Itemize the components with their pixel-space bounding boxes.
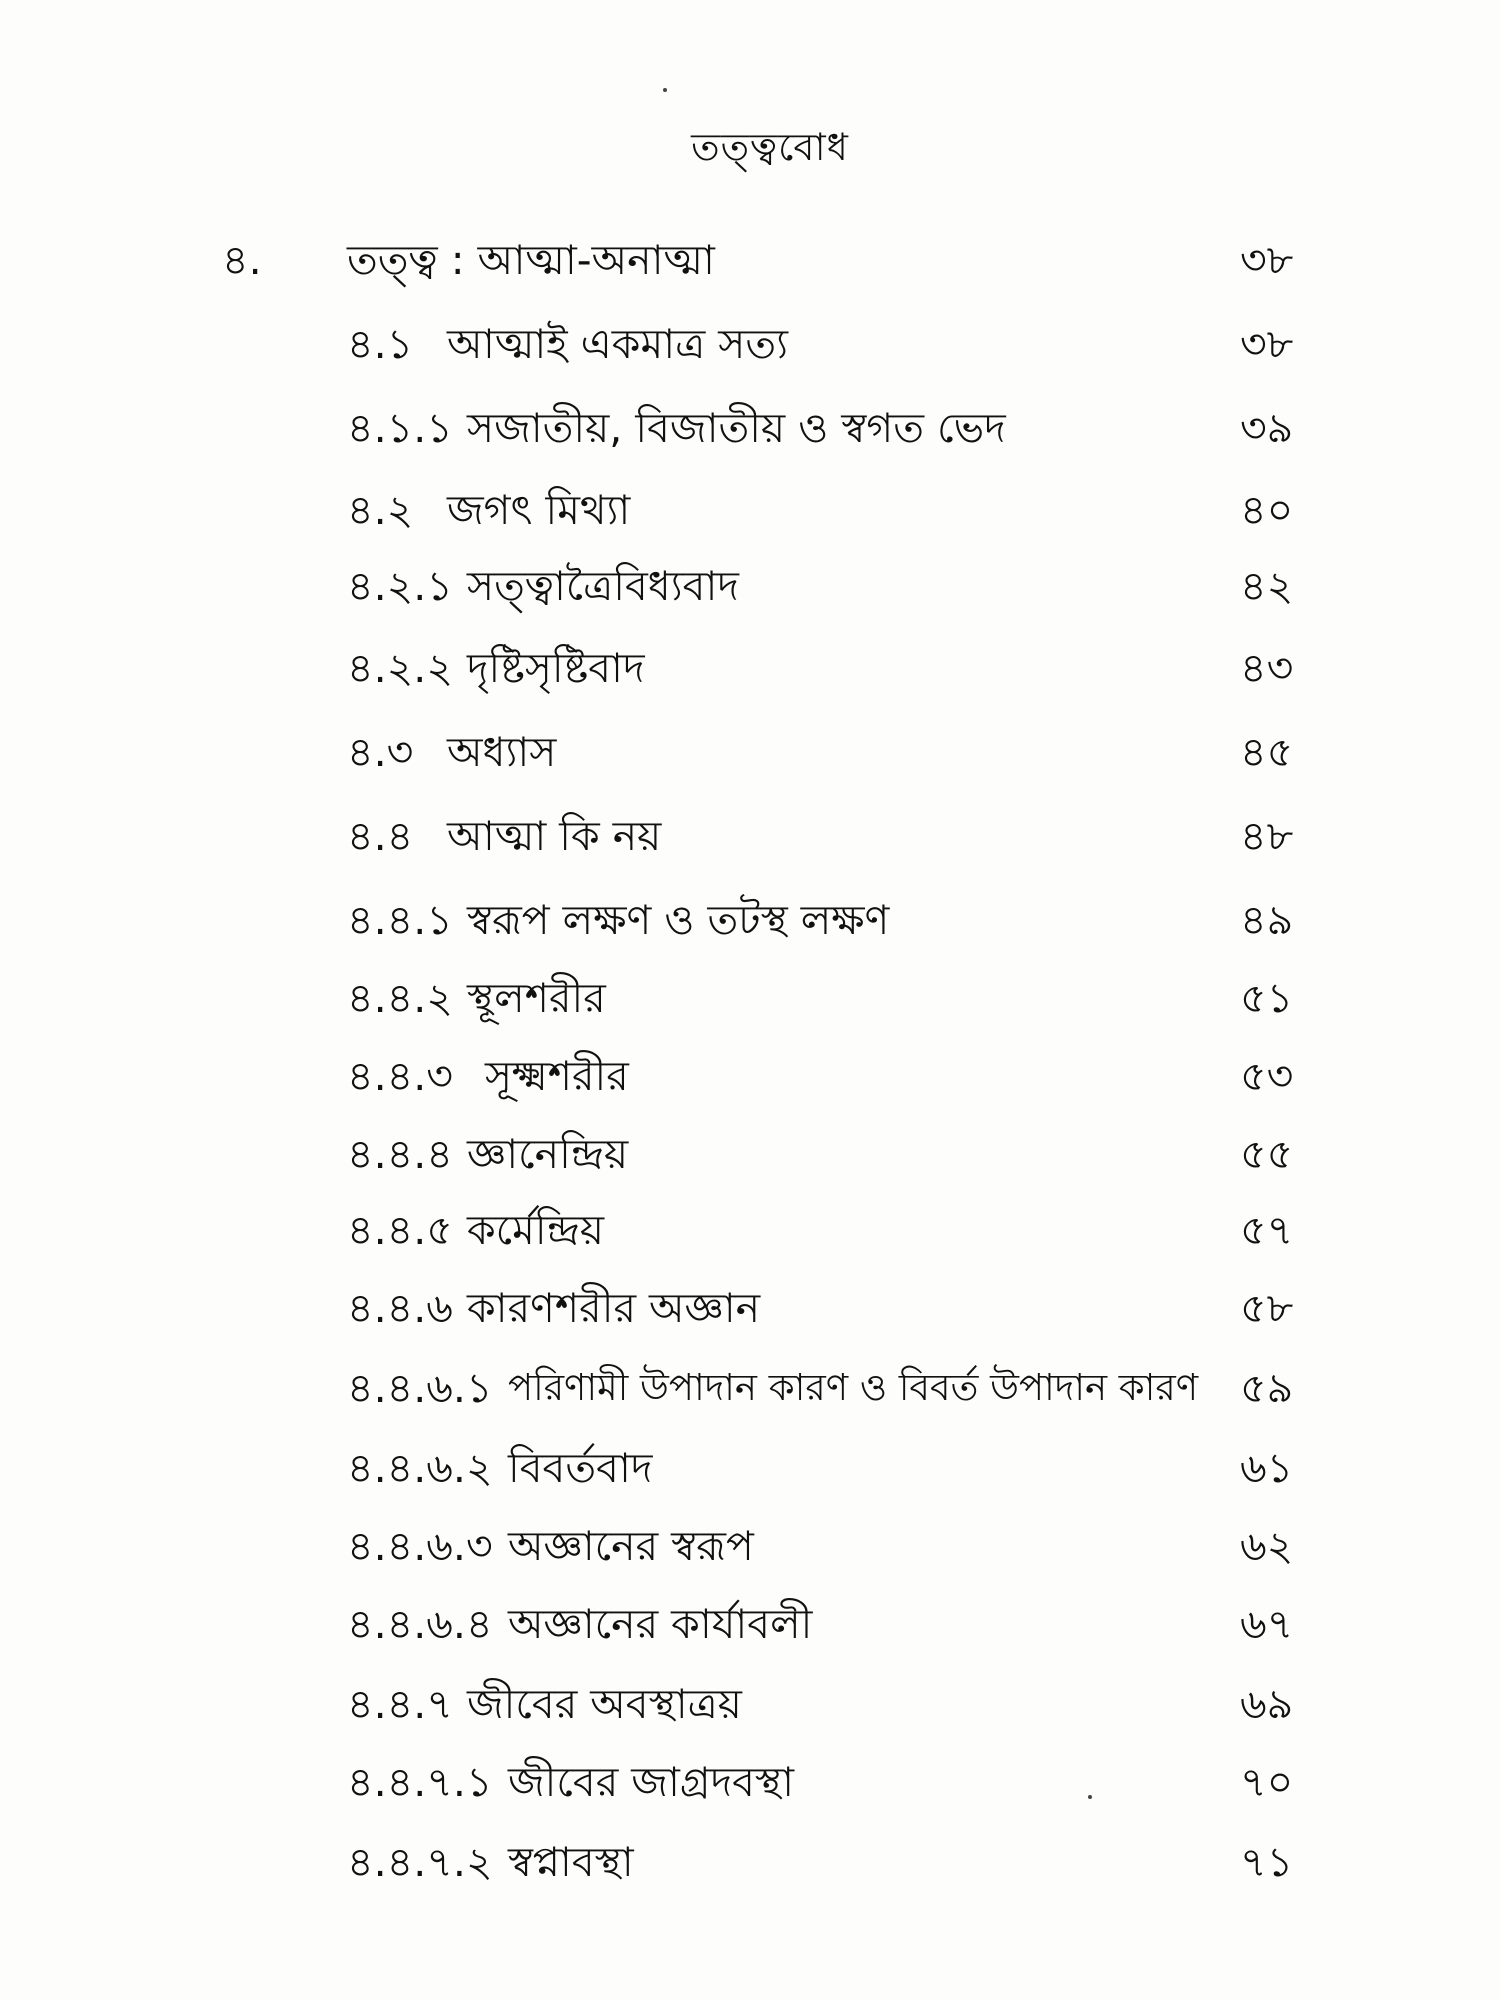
entry-title: সূক্ষ্মশরীর — [485, 1052, 629, 1100]
chapter-title: তত্ত্ব : আত্মা-অনাত্মা — [347, 236, 715, 284]
entry-number: ৪.৪ — [347, 812, 414, 860]
entry-number: ৪.২.২ — [347, 644, 453, 692]
entry-title: জীবের অবস্থাত্রয় — [467, 1680, 742, 1728]
running-header — [0, 118, 1500, 182]
entry-number: ৪.৪.৬ — [347, 1284, 453, 1332]
toc-row — [0, 1589, 1500, 1659]
entry-page: ৪৫ — [1240, 728, 1294, 776]
entry-title: স্থূলশরীর — [467, 974, 606, 1022]
entry-page: ৭০ — [1240, 1758, 1294, 1806]
toc-row — [0, 475, 1500, 545]
entry-title: সত্ত্বাত্রৈবিধ্যবাদ — [467, 562, 739, 610]
entry-title: বিবর্তবাদ — [508, 1444, 653, 1492]
entry-title: স্বরূপ লক্ষণ ও তটস্থ লক্ষণ — [467, 896, 890, 944]
toc-row — [0, 1195, 1500, 1265]
entry-title: জীবের জাগ্রদবস্থা — [508, 1758, 794, 1806]
entry-number: ৪.৪.১ — [347, 896, 453, 944]
entry-number: ৪.৪.৫ — [347, 1206, 453, 1254]
entry-title: অধ্যাস — [447, 728, 557, 776]
toc-row — [0, 801, 1500, 871]
toc-row — [0, 1119, 1500, 1189]
chapter-number: ৪. — [222, 236, 262, 284]
toc-row — [0, 1747, 1500, 1817]
entry-title: সজাতীয়, বিজাতীয় ও স্বগত ভেদ — [467, 404, 1006, 452]
entry-number: ৪.৪.৬.৪ — [347, 1600, 493, 1648]
entry-title: অজ্ঞানের কার্যাবলী — [508, 1600, 813, 1648]
entry-number: ৪.৪.৭.১ — [347, 1758, 493, 1806]
entry-page: ৪০ — [1240, 486, 1294, 534]
entry-title: দৃষ্টিসৃষ্টিবাদ — [467, 644, 645, 692]
entry-title: জগৎ মিথ্যা — [447, 486, 631, 534]
toc-row — [0, 309, 1500, 379]
entry-number: ৪.৪.২ — [347, 974, 453, 1022]
entry-number: ৪.১.১ — [347, 404, 453, 452]
entry-page: ৪৯ — [1240, 896, 1294, 944]
toc-row — [0, 1669, 1500, 1739]
toc-row — [0, 1273, 1500, 1343]
entry-title: অজ্ঞানের স্বরূপ — [508, 1522, 754, 1570]
toc-chapter-row — [0, 225, 1500, 295]
entry-number: ৪.৪.৭ — [347, 1680, 453, 1728]
toc-row — [0, 717, 1500, 787]
entry-title: আত্মাই একমাত্র সত্য — [447, 320, 789, 368]
entry-page: ৩৯ — [1240, 404, 1294, 452]
entry-page: ৭১ — [1240, 1838, 1294, 1886]
entry-number: ৪.১ — [347, 320, 414, 368]
entry-page: ৬৯ — [1240, 1680, 1294, 1728]
book-title: তত্ত্ববোধ — [691, 125, 849, 169]
toc-row — [0, 1511, 1500, 1581]
entry-number: ৪.৪.৪ — [347, 1130, 453, 1178]
toc-row — [0, 1827, 1500, 1897]
entry-page: ৫৭ — [1240, 1206, 1294, 1254]
toc-row — [0, 885, 1500, 955]
entry-number: ৪.৪.৭.২ — [347, 1838, 493, 1886]
entry-page: ৬২ — [1240, 1522, 1294, 1570]
entry-page: ৫১ — [1240, 974, 1294, 1022]
entry-number: ৪.২ — [347, 486, 414, 534]
entry-page: ৪২ — [1240, 562, 1294, 610]
entry-title: জ্ঞানেন্দ্রিয় — [467, 1130, 629, 1178]
entry-number: ৪.৪.৬.১ — [347, 1364, 493, 1412]
entry-page: ৫৩ — [1240, 1052, 1294, 1100]
print-speck — [663, 88, 667, 92]
chapter-page: ৩৮ — [1240, 236, 1294, 284]
entry-title: কারণশরীর অজ্ঞান — [467, 1284, 761, 1332]
entry-title: কর্মেন্দ্রিয় — [467, 1206, 604, 1254]
toc-row — [0, 963, 1500, 1033]
toc-row — [0, 1353, 1500, 1423]
toc-row — [0, 633, 1500, 703]
toc-row — [0, 551, 1500, 621]
entry-number: ৪.৪.৬.২ — [347, 1444, 493, 1492]
entry-number: ৪.২.১ — [347, 562, 453, 610]
entry-title: স্বপ্নাবস্থা — [508, 1838, 634, 1886]
entry-number: ৪.৪.৬.৩ — [347, 1522, 493, 1570]
entry-page: ৬৭ — [1240, 1600, 1294, 1648]
entry-number: ৪.৩ — [347, 728, 414, 776]
entry-page: ৫৫ — [1240, 1130, 1294, 1178]
toc-row — [0, 393, 1500, 463]
entry-title: আত্মা কি নয় — [447, 812, 662, 860]
entry-page: ৫৮ — [1240, 1284, 1294, 1332]
entry-page: ৩৮ — [1240, 320, 1294, 368]
entry-number: ৪.৪.৩ — [347, 1052, 453, 1100]
toc-row — [0, 1041, 1500, 1111]
entry-page: ৫৯ — [1240, 1364, 1294, 1412]
toc-row — [0, 1433, 1500, 1503]
entry-page: ৪৩ — [1240, 644, 1294, 692]
entry-page: ৪৮ — [1240, 812, 1294, 860]
entry-title: পরিণামী উপাদান কারণ ও বিবর্ত উপাদান কারণ — [508, 1366, 1199, 1409]
entry-page: ৬১ — [1240, 1444, 1294, 1492]
